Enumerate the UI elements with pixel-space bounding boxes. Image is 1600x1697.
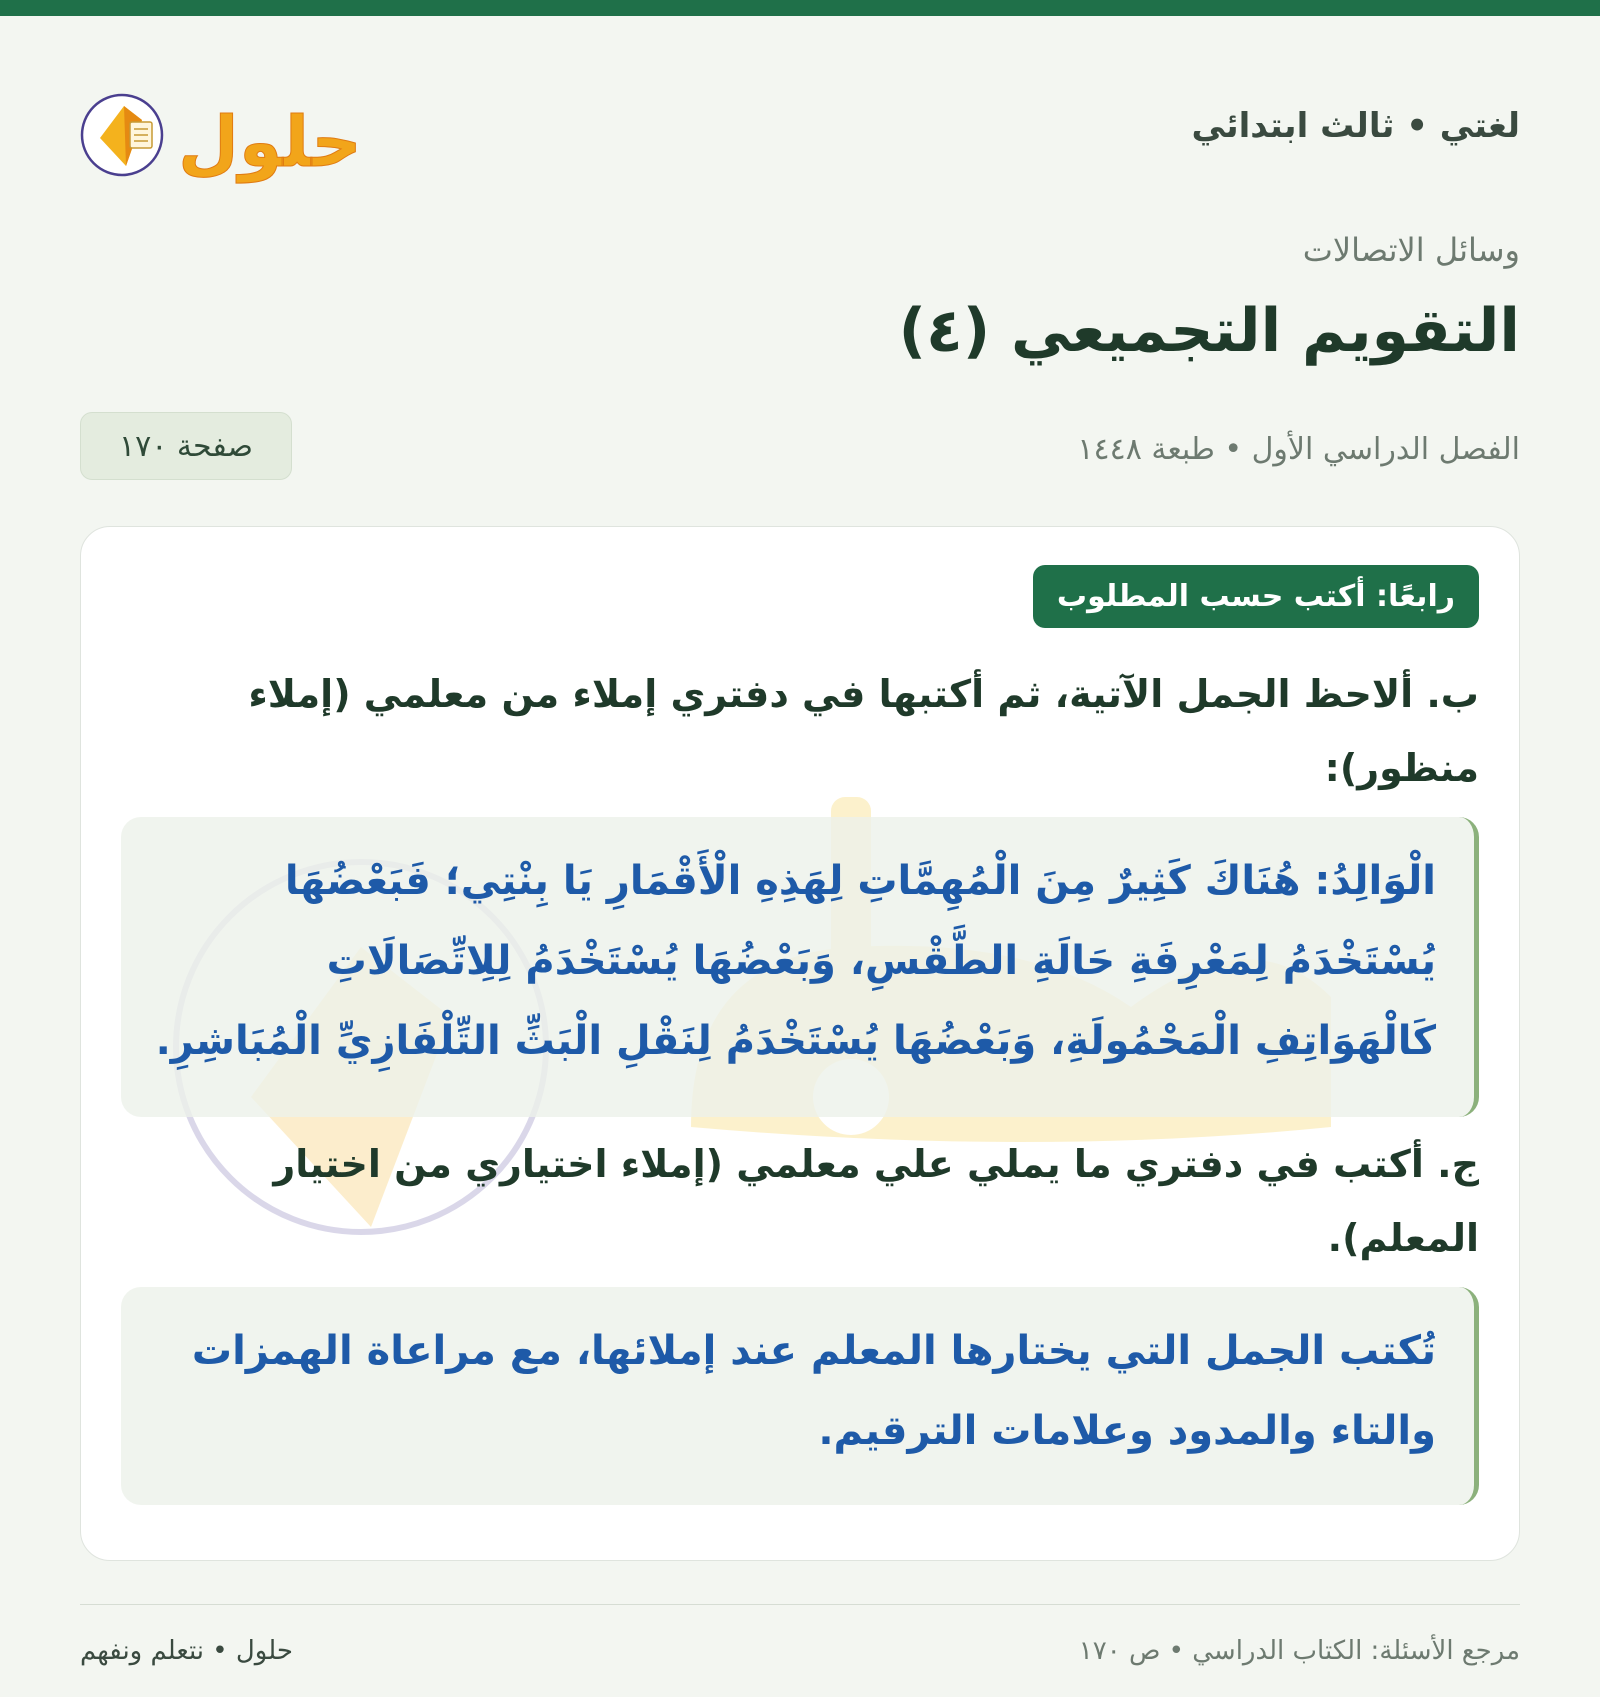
top-accent-bar [0,0,1600,16]
semester-edition: الفصل الدراسي الأول • طبعة ١٤٤٨ [1077,432,1520,467]
exercise-card [80,526,1520,1561]
question-c: ج. أكتب في دفتري ما يملي علي معلمي (إملاء اختياري من اختيار المعلم). [273,1142,1479,1260]
footer-divider [80,1604,1520,1605]
hulul-logo [80,76,370,186]
page-number-badge: صفحة ١٧٠ [80,412,292,480]
answer-c-box [121,1287,1479,1505]
footer-tagline: حلول • نتعلم ونفهم [80,1636,293,1666]
section-label: رابعًا: أكتب حسب المطلوب [1033,565,1479,628]
unit-name: وسائل الاتصالات [1302,231,1520,269]
page-title: التقويم التجميعي (٤) [898,296,1520,366]
footer-reference: مرجع الأسئلة: الكتاب الدراسي • ص ١٧٠ [1078,1636,1520,1666]
answer-c-text: تُكتب الجمل التي يختارها المعلم عند إملائها، مع مراعاة الهمزات والتاء والمدود وعلامات الترقيم. [191,1328,1436,1454]
answer-b-text: الْوَالِدُ: هُنَاكَ كَثِيرٌ مِنَ الْمُهِمَّاتِ لِهَذِهِ الْأَقْمَارِ يَا بِنْتِي؛ فَبَعْضُهَا يُسْتَخْدَمُ لِمَعْرِفَةِ حَالَةِ الطَّقْسِ، وَبَعْضُهَا يُسْتَخْدَمُ لِلِاتِّصَالَاتِ كَالْهَوَاتِفِ الْمَحْمُولَةِ، وَبَعْضُهَا يُسْتَخْدَمُ لِنَقْلِ الْبَثِّ التِّلْفَازِيِّ الْمُبَاشِرِ. [155,858,1436,1064]
answer-b-box [121,817,1479,1117]
subject-grade-line: لغتي • ثالث ابتدائي [1191,106,1520,146]
logo-wordmark: حلول [178,101,362,183]
question-b: ب. ألاحظ الجمل الآتية، ثم أكتبها في دفتري إملاء من معلمي (إملاء منظور): [248,672,1479,790]
